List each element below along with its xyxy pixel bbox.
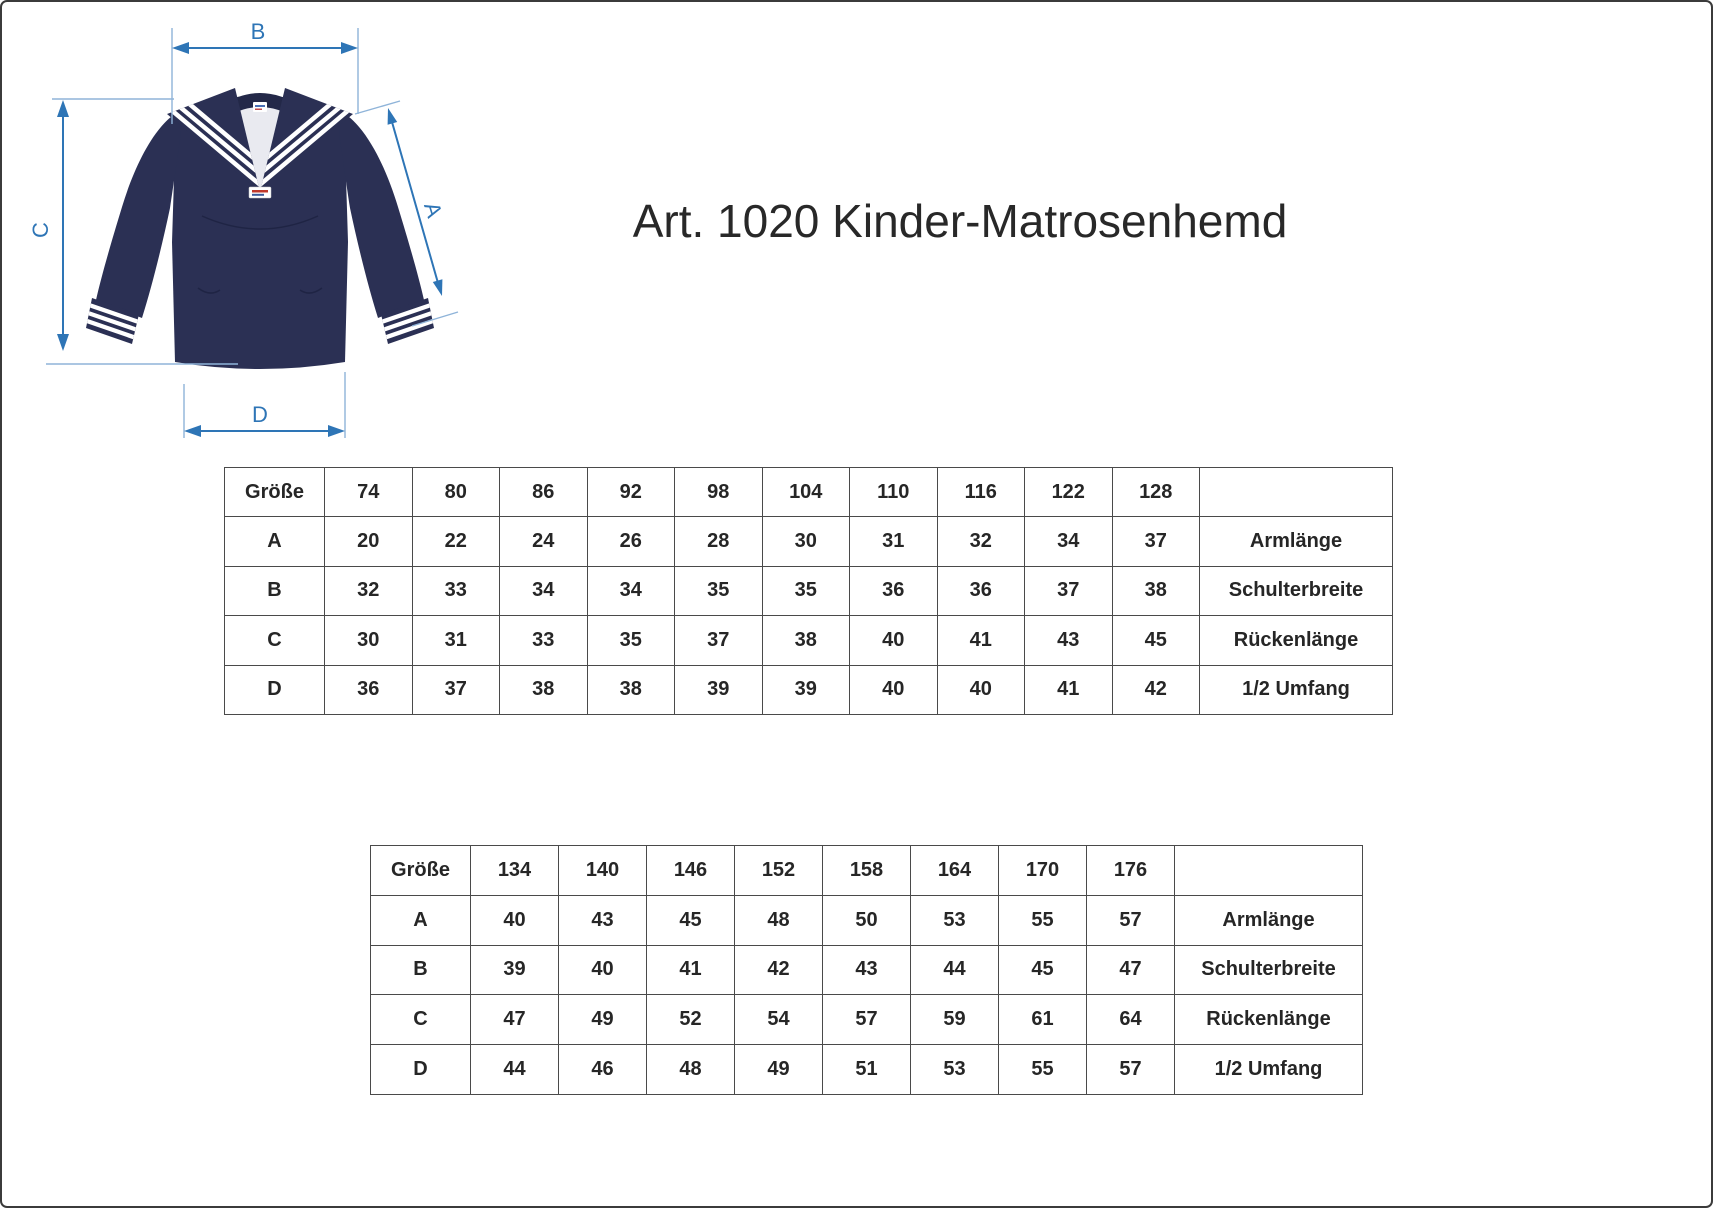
measure-row (371, 1045, 1363, 1095)
measure-value-cell: 31 (850, 517, 938, 566)
size-value-header: 110 (850, 468, 938, 517)
size-header-row (225, 468, 1393, 517)
measure-value-cell: 38 (1112, 566, 1200, 615)
size-table-74-128 (224, 467, 1393, 715)
measure-value-cell: 34 (500, 566, 588, 615)
size-value-header (1175, 846, 1363, 896)
measure-value-cell: 37 (1025, 566, 1113, 615)
measure-value-cell: 37 (412, 665, 500, 714)
measure-value-cell: 30 (325, 616, 413, 665)
measure-label-cell: Schulterbreite (1200, 566, 1393, 615)
measure-value-cell: 43 (823, 945, 911, 995)
measure-value-cell: 22 (412, 517, 500, 566)
measure-row (371, 945, 1363, 995)
measure-value-cell: 59 (911, 995, 999, 1045)
size-table-134-176 (370, 845, 1363, 1095)
size-value-header: 92 (587, 468, 675, 517)
measure-value-cell: 35 (587, 616, 675, 665)
measure-row (225, 616, 1393, 665)
dimension-label-b: B (250, 19, 266, 44)
measure-value-cell: 53 (911, 1045, 999, 1095)
size-value-header: 176 (1087, 846, 1175, 896)
measure-value-cell: 32 (325, 566, 413, 615)
measure-value-cell: 48 (647, 1045, 735, 1095)
measure-value-cell: 40 (850, 665, 938, 714)
measure-value-cell: 43 (1025, 616, 1113, 665)
measure-label-cell: Rückenlänge (1200, 616, 1393, 665)
measure-value-cell: 32 (937, 517, 1025, 566)
measure-value-cell: 38 (500, 665, 588, 714)
measure-value-cell: 35 (762, 566, 850, 615)
measure-value-cell: 35 (675, 566, 763, 615)
measure-value-cell: 34 (587, 566, 675, 615)
chest-brand-label (249, 187, 271, 198)
size-value-header: 140 (559, 846, 647, 896)
size-value-header: 134 (471, 846, 559, 896)
measure-value-cell: 53 (911, 895, 999, 945)
page-title: Art. 1020 Kinder-Matrosenhemd (632, 195, 1288, 247)
measure-value-cell: 55 (999, 895, 1087, 945)
measure-key-cell: B (371, 945, 471, 995)
measure-value-cell: 39 (471, 945, 559, 995)
measure-value-cell: 28 (675, 517, 763, 566)
size-value-header: 170 (999, 846, 1087, 896)
measure-label-cell: Armlänge (1175, 895, 1363, 945)
measure-row (371, 895, 1363, 945)
dimension-label-d: D (252, 402, 268, 427)
measure-value-cell: 48 (735, 895, 823, 945)
measure-value-cell: 40 (559, 945, 647, 995)
size-value-header: 86 (500, 468, 588, 517)
measure-label-cell: Schulterbreite (1175, 945, 1363, 995)
measure-value-cell: 26 (587, 517, 675, 566)
measure-value-cell: 39 (675, 665, 763, 714)
measure-value-cell: 43 (559, 895, 647, 945)
measure-value-cell: 61 (999, 995, 1087, 1045)
measure-value-cell: 45 (647, 895, 735, 945)
measure-value-cell: 57 (1087, 895, 1175, 945)
measure-value-cell: 31 (412, 616, 500, 665)
measure-key-cell: A (225, 517, 325, 566)
measure-value-cell: 47 (1087, 945, 1175, 995)
measure-value-cell: 41 (1025, 665, 1113, 714)
measure-key-cell: C (225, 616, 325, 665)
size-header-cell: Größe (225, 468, 325, 517)
measure-value-cell: 45 (999, 945, 1087, 995)
measure-value-cell: 36 (937, 566, 1025, 615)
measure-row (225, 517, 1393, 566)
measure-value-cell: 49 (559, 995, 647, 1045)
size-value-header: 152 (735, 846, 823, 896)
size-value-header: 74 (325, 468, 413, 517)
measure-value-cell: 41 (937, 616, 1025, 665)
dimension-label-c: C (28, 222, 53, 238)
measure-value-cell: 42 (1112, 665, 1200, 714)
measure-value-cell: 40 (850, 616, 938, 665)
measure-key-cell: B (225, 566, 325, 615)
measure-key-cell: D (371, 1045, 471, 1095)
measure-row (371, 995, 1363, 1045)
measure-key-cell: A (371, 895, 471, 945)
measure-label-cell: Rückenlänge (1175, 995, 1363, 1045)
measure-value-cell: 37 (675, 616, 763, 665)
measure-value-cell: 57 (1087, 1045, 1175, 1095)
measure-value-cell: 54 (735, 995, 823, 1045)
measure-value-cell: 34 (1025, 517, 1113, 566)
measure-value-cell: 45 (1112, 616, 1200, 665)
measure-value-cell: 47 (471, 995, 559, 1045)
measure-value-cell: 51 (823, 1045, 911, 1095)
shirt-sleeve-left (96, 112, 181, 318)
measure-value-cell: 36 (325, 665, 413, 714)
measure-value-cell: 33 (412, 566, 500, 615)
measure-value-cell: 40 (471, 895, 559, 945)
size-header-row (371, 846, 1363, 896)
measure-value-cell: 55 (999, 1045, 1087, 1095)
measure-value-cell: 39 (762, 665, 850, 714)
measure-value-cell: 49 (735, 1045, 823, 1095)
shirt-sleeve-right (339, 112, 424, 318)
size-value-header: 98 (675, 468, 763, 517)
measure-key-cell: C (371, 995, 471, 1045)
size-value-header: 128 (1112, 468, 1200, 517)
size-value-header: 158 (823, 846, 911, 896)
size-value-header (1200, 468, 1393, 517)
size-value-header: 80 (412, 468, 500, 517)
measure-row (225, 566, 1393, 615)
size-value-header: 146 (647, 846, 735, 896)
dimension-label-a: A (419, 199, 448, 221)
measure-value-cell: 41 (647, 945, 735, 995)
measure-value-cell: 44 (911, 945, 999, 995)
measure-value-cell: 33 (500, 616, 588, 665)
measure-value-cell: 40 (937, 665, 1025, 714)
measure-value-cell: 46 (559, 1045, 647, 1095)
measure-value-cell: 52 (647, 995, 735, 1045)
measure-value-cell: 38 (587, 665, 675, 714)
measure-value-cell: 64 (1087, 995, 1175, 1045)
measure-label-cell: Armlänge (1200, 517, 1393, 566)
measure-value-cell: 57 (823, 995, 911, 1045)
measure-label-cell: 1/2 Umfang (1200, 665, 1393, 714)
measure-value-cell: 24 (500, 517, 588, 566)
measure-value-cell: 30 (762, 517, 850, 566)
measure-key-cell: D (225, 665, 325, 714)
size-value-header: 116 (937, 468, 1025, 517)
measure-label-cell: 1/2 Umfang (1175, 1045, 1363, 1095)
measure-value-cell: 20 (325, 517, 413, 566)
size-value-header: 104 (762, 468, 850, 517)
sailor-shirt-diagram (2, 2, 482, 452)
measure-value-cell: 44 (471, 1045, 559, 1095)
measure-value-cell: 50 (823, 895, 911, 945)
size-value-header: 164 (911, 846, 999, 896)
size-header-cell: Größe (371, 846, 471, 896)
measure-value-cell: 42 (735, 945, 823, 995)
measure-value-cell: 36 (850, 566, 938, 615)
measure-row (225, 665, 1393, 714)
size-value-header: 122 (1025, 468, 1113, 517)
measure-value-cell: 37 (1112, 517, 1200, 566)
measure-value-cell: 38 (762, 616, 850, 665)
dimension-arrow-d (184, 372, 345, 438)
